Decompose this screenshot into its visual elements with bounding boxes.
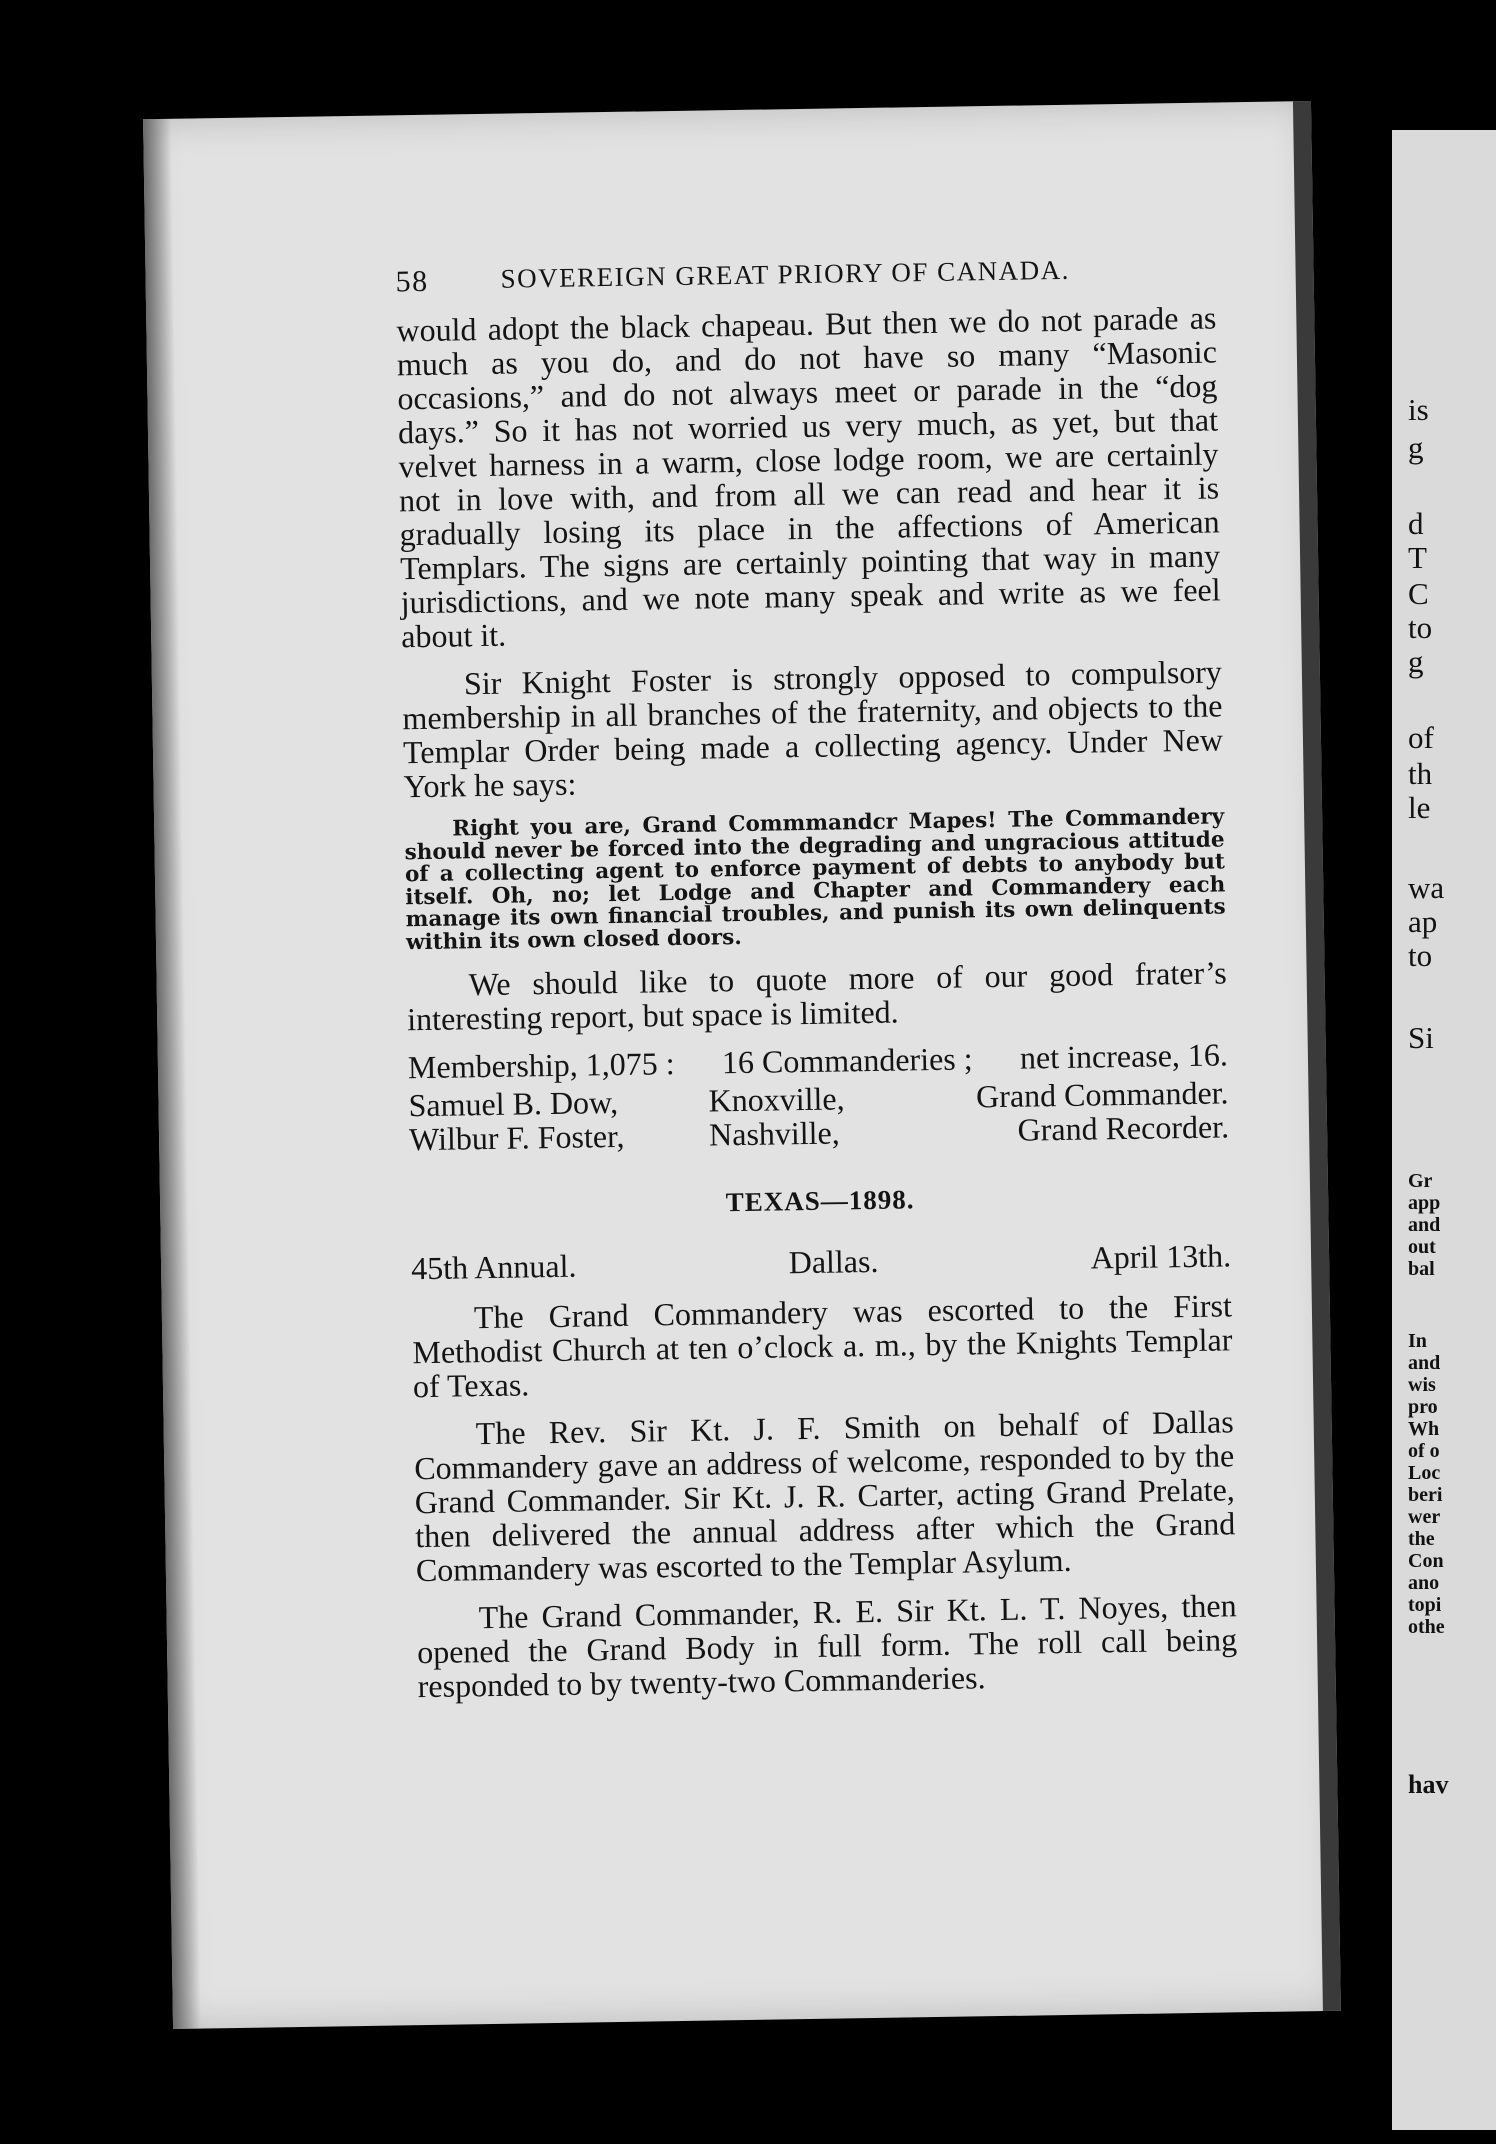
facing-fragment: le bbox=[1408, 790, 1431, 825]
paragraph-space-limited: We should like to quote more of our good frater’s interesting report, but space is limited. bbox=[406, 954, 1227, 1038]
page-edge-shadow bbox=[143, 119, 201, 2029]
facing-fragment: wis bbox=[1408, 1374, 1436, 1396]
facing-fragment: topi bbox=[1408, 1594, 1442, 1616]
facing-fragment: is bbox=[1408, 392, 1429, 427]
facing-fragment: the bbox=[1408, 1528, 1435, 1550]
officer-office: Grand Commander. bbox=[975, 1074, 1229, 1115]
meeting-line bbox=[411, 1238, 1231, 1285]
facing-fragment: to bbox=[1408, 610, 1433, 645]
facing-fragment: wa bbox=[1408, 870, 1445, 905]
officer-name: Samuel B. Dow, bbox=[408, 1083, 619, 1124]
running-head bbox=[395, 252, 1215, 299]
facing-fragment: of o bbox=[1408, 1440, 1440, 1462]
page-content bbox=[395, 252, 1237, 1703]
scanned-page bbox=[143, 101, 1341, 2029]
facing-fragment: out bbox=[1408, 1236, 1436, 1258]
facing-fragment: ap bbox=[1408, 904, 1438, 939]
facing-fragment: Gr bbox=[1408, 1170, 1433, 1192]
officers-list bbox=[408, 1075, 1229, 1156]
facing-fragment: Si bbox=[1408, 1020, 1434, 1055]
meeting-date: April 13th. bbox=[1090, 1237, 1232, 1276]
facing-fragment: g bbox=[1408, 430, 1424, 465]
running-title: SOVEREIGN GREAT PRIORY OF CANADA. bbox=[500, 254, 1071, 294]
facing-fragment: T bbox=[1408, 540, 1427, 575]
facing-fragment: Loc bbox=[1408, 1462, 1441, 1484]
facing-fragment: othe bbox=[1408, 1616, 1445, 1638]
facing-page-fragment bbox=[1392, 130, 1496, 2130]
net-increase: net increase, 16. bbox=[1019, 1036, 1229, 1076]
facing-fragment: g bbox=[1408, 644, 1424, 679]
officer-city: Knoxville, bbox=[708, 1080, 845, 1119]
facing-fragment: Wh bbox=[1408, 1418, 1440, 1440]
facing-fragment: app bbox=[1408, 1192, 1441, 1214]
paragraph-roll-call: The Grand Commander, R. E. Sir Kt. L. T. Noyes, then opened the Grand Body in full form. The roll call being responded to by twenty-two Commanderies. bbox=[416, 1587, 1238, 1705]
block-quote: Right you are, Grand Commmandcr Mapes! The Commandery should never be forced into the degrading and ungracious attitude of a collecting agent to enforce payment of debts to anybody but itself. Oh, no; let Lodge and Chapter and Commandery each manage its own financial troubles, and punish its own delinquents within its own closed doors. bbox=[404, 804, 1226, 955]
paragraph-foster: Sir Knight Foster is strongly opposed to compulsory membership in all branches of the fraternity, and objects to the Templar Order being made a collecting agency. Under New York he says: bbox=[402, 653, 1224, 805]
membership-count: Membership, 1,075 : bbox=[407, 1045, 675, 1086]
facing-fragment: bal bbox=[1408, 1258, 1435, 1280]
facing-fragment: ano bbox=[1408, 1572, 1440, 1594]
paragraph-chapeau: would adopt the black chapeau. But then we do not parade as much as you do, and do not have so many “Masonic occasions,” and do not always meet or parade in the “dog days.” So it has not worried us very much, as yet, but that velvet harness in a warm, close lodge room, we are certainly not in love with, and from all we can read and hear it is gradually losing its place in the affections of American Templars. The signs are certainly pointing that way in many jurisdictions, and we note many speak and write as we feel about it. bbox=[396, 299, 1221, 655]
facing-fragment: and bbox=[1408, 1214, 1441, 1236]
facing-fragment: of bbox=[1408, 720, 1434, 755]
facing-fragment: to bbox=[1408, 938, 1433, 973]
officer-name: Wilbur F. Foster, bbox=[408, 1117, 625, 1158]
facing-fragment: th bbox=[1408, 756, 1433, 791]
paragraph-welcome: The Rev. Sir Kt. J. F. Smith on behalf of Dallas Commandery gave an address of welcome, responded to by the Grand Commander. Sir Kt. J. R. Carter, acting Grand Prelate, then delivered the annual address after which the Grand Commandery was escorted to the Templar Asylum. bbox=[414, 1403, 1236, 1589]
facing-fragment: C bbox=[1408, 576, 1429, 611]
meeting-annual: 45th Annual. bbox=[410, 1247, 577, 1287]
facing-fragment: Con bbox=[1408, 1550, 1444, 1572]
facing-fragment: beri bbox=[1408, 1484, 1443, 1506]
facing-fragment: wer bbox=[1408, 1506, 1441, 1528]
page-gutter bbox=[1293, 101, 1341, 2011]
facing-fragment: and bbox=[1408, 1352, 1441, 1374]
facing-fragment: hav bbox=[1408, 1770, 1449, 1799]
commanderies-count: 16 Commanderies ; bbox=[721, 1040, 973, 1081]
officer-city: Nashville, bbox=[708, 1114, 840, 1153]
meeting-place: Dallas. bbox=[788, 1242, 879, 1281]
paragraph-escort: The Grand Commandery was escorted to the First Methodist Church at ten o’clock a. m., by the Knights Templar of Texas. bbox=[412, 1287, 1233, 1405]
page-number: 58 bbox=[395, 264, 429, 299]
facing-fragment: In bbox=[1408, 1330, 1427, 1352]
officer-office: Grand Recorder. bbox=[1017, 1108, 1230, 1148]
facing-fragment: d bbox=[1408, 506, 1424, 541]
facing-fragment: pro bbox=[1408, 1396, 1438, 1418]
section-heading-texas: TEXAS—1898. bbox=[725, 1184, 915, 1218]
